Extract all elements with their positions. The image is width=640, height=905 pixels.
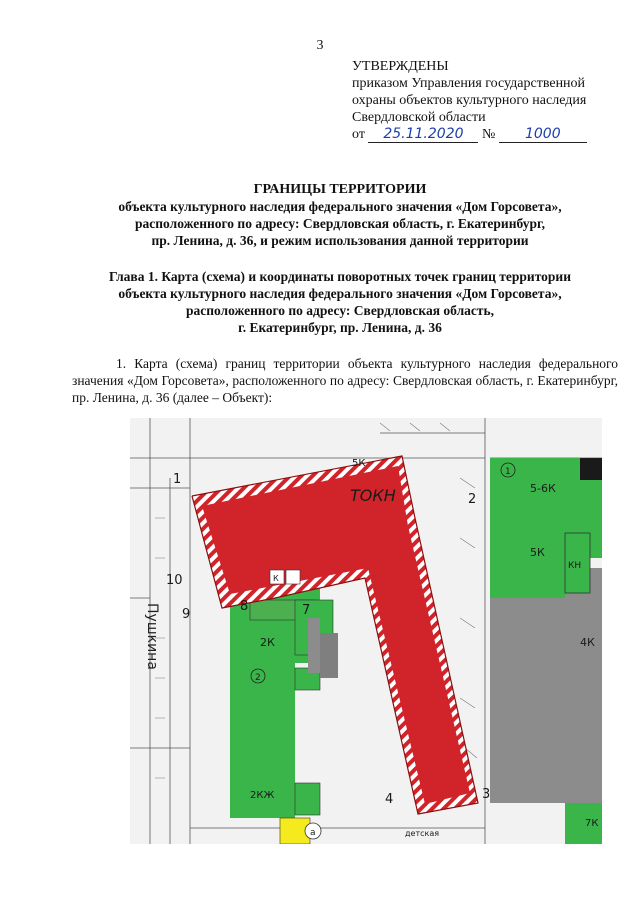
small-k-2 — [286, 570, 300, 584]
title-line-2: объекта культурного наследия федерального значения «Дом Горсовета», — [118, 199, 562, 214]
label-5k-top: 5К — [352, 458, 366, 469]
territory-map — [130, 418, 602, 844]
chapter-line-1: Глава 1. Карта (схема) и координаты поворотных точек границ территории — [109, 269, 571, 284]
gray-zone-right — [490, 568, 602, 803]
approval-block — [352, 58, 640, 143]
label-k-small: К — [273, 574, 279, 583]
map-svg — [130, 418, 602, 844]
handwritten-number: 1000 — [524, 126, 561, 142]
label-2k: 2К — [260, 636, 275, 649]
bottom-label: детская — [405, 829, 440, 838]
circle-a-label: а — [310, 828, 316, 838]
tokn-label: ТОКН — [350, 486, 396, 505]
label-5k-right: 5К — [530, 546, 545, 559]
chapter-line-3: расположенного по адресу: Свердловская область, — [185, 303, 495, 318]
document-title — [50, 181, 630, 249]
approval-line-3: охраны объектов культурного наследия — [352, 93, 587, 108]
approval-title: УТВЕРЖДЕНЫ — [352, 59, 449, 74]
point-10: 10 — [166, 573, 183, 588]
title-line-3: расположенного по адресу: Свердловская область, г. Екатеринбург, — [135, 216, 545, 231]
street-label: Пушкина — [144, 603, 160, 670]
date-field — [368, 127, 478, 143]
point-4: 4 — [385, 792, 394, 807]
label-2kzh: 2КЖ — [250, 790, 275, 801]
green-zone-kn-2 — [295, 783, 320, 815]
point-9: 9 — [182, 607, 191, 622]
label-5-6k: 5-6К — [530, 482, 556, 495]
number-field — [499, 127, 587, 143]
approval-date-line — [352, 126, 640, 143]
green-zone-5k-right — [490, 518, 565, 598]
point-3: 3 — [482, 787, 491, 802]
number-prefix: № — [481, 127, 496, 142]
point-1: 1 — [173, 472, 182, 487]
label-7k: 7К — [585, 818, 599, 829]
handwritten-date: 25.11.2020 — [383, 126, 464, 142]
label-kn-right: КН — [568, 561, 582, 571]
title-main: ГРАНИЦЫ ТЕРРИТОРИИ — [253, 182, 427, 197]
chapter-heading — [50, 268, 630, 336]
point-2: 2 — [468, 492, 477, 507]
gray-building-a — [308, 618, 320, 673]
page-number: 3 — [316, 38, 324, 53]
approval-line-2: приказом Управления государственной — [352, 76, 586, 91]
paragraph-1: 1. Карта (схема) границ территории объекта культурного наследия федерального значения «Дом Горсовета», расположенного по адресу: Свердловская область, г. Екатеринбург, пр. Ленина, д. 36 (далее – Объект): — [72, 356, 618, 405]
chapter-line-4: г. Екатеринбург, пр. Ленина, д. 36 — [238, 320, 442, 335]
title-line-4: пр. Ленина, д. 36, и режим использования данной территории — [151, 233, 529, 248]
dark-block — [580, 458, 602, 480]
date-prefix: от — [352, 127, 365, 142]
chapter-line-2: объекта культурного наследия федерального значения «Дом Горсовета», — [118, 286, 562, 301]
point-8: 8 — [240, 599, 249, 614]
label-4k: 4К — [580, 636, 595, 649]
circle-2-label: 2 — [255, 673, 261, 683]
gray-building-b — [320, 633, 338, 678]
circle-1-label: 1 — [505, 467, 511, 477]
point-7: 7 — [302, 603, 311, 618]
approval-line-4: Свердловской области — [352, 110, 486, 125]
